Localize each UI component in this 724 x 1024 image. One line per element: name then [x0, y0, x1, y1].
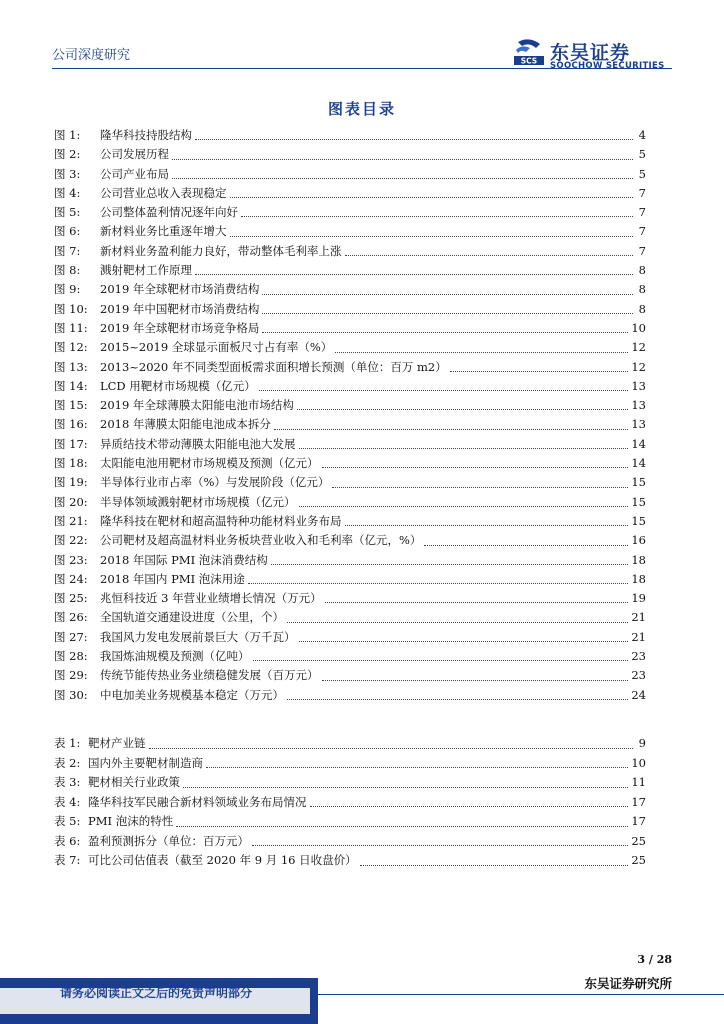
figure-label: 图 14: [54, 378, 88, 393]
table-title: 盈利预测拆分（单位：百万元） [88, 833, 249, 848]
figure-label: 图 18: [54, 456, 88, 471]
figure-page: 21 [631, 629, 646, 644]
table-page: 25 [631, 833, 646, 848]
table-entry[interactable] [54, 832, 646, 852]
figure-title: 我国风力发电发展前景巨大（万千瓦） [100, 629, 296, 644]
dot-leader [274, 429, 628, 430]
figure-label: 图 3: [54, 166, 81, 181]
figure-page: 15 [631, 513, 646, 528]
figure-entry[interactable] [54, 686, 646, 705]
figure-title: 我国炼油规模及预测（亿吨） [100, 649, 250, 664]
figure-label: 图 27: [54, 629, 88, 644]
figure-title: 公司发展历程 [100, 147, 169, 162]
figure-title: 兆恒科技近 3 年营业业绩增长情况（万元） [100, 591, 322, 606]
figure-entry[interactable] [54, 358, 646, 377]
figure-title: 异质结技术带动薄膜太阳能电池大发展 [100, 436, 296, 451]
figure-entry[interactable] [54, 261, 646, 280]
figure-page: 10 [631, 320, 646, 335]
figure-label: 图 22: [54, 533, 88, 548]
figure-title: 新材料业务盈利能力良好，带动整体毛利率上涨 [100, 243, 342, 258]
table-title: PMI 泡沫的特性 [88, 814, 174, 828]
table-title: 靶材产业链 [88, 736, 146, 750]
figure-title: 2019 年中国靶材市场消费结构 [100, 301, 260, 316]
figure-label: 图 20: [54, 494, 88, 509]
table-list [54, 734, 646, 871]
dot-leader [248, 583, 629, 584]
logo-english-name: SOOCHOW SECURITIES [550, 61, 665, 71]
figure-page: 14 [631, 456, 646, 471]
figure-label: 图 5: [54, 205, 81, 220]
table-page: 10 [631, 755, 646, 770]
figure-page: 16 [631, 533, 646, 548]
figure-entry[interactable] [54, 628, 646, 647]
figure-title: 2015~2019 全球显示面板尺寸占有率（%） [100, 340, 333, 355]
dot-leader [262, 332, 628, 333]
figure-page: 7 [638, 224, 646, 239]
figure-label: 图 16: [54, 417, 88, 432]
figure-page: 13 [631, 378, 646, 393]
figure-title: 公司营业总收入表现稳定 [100, 185, 227, 200]
figure-label: 图 6: [54, 224, 81, 239]
table-entry[interactable] [54, 773, 646, 793]
figure-page: 7 [638, 205, 646, 220]
figure-title: 全国轨道交通建设进度（公里，个） [100, 610, 284, 625]
figure-title: 2018 年国内 PMI 泡沫用途 [100, 571, 245, 586]
figure-label: 图 17: [54, 436, 88, 451]
dot-leader [262, 294, 633, 295]
table-entry[interactable] [54, 793, 646, 813]
figure-title: 新材料业务比重逐年增大 [100, 224, 227, 239]
dot-leader [262, 313, 633, 314]
figure-label: 图 19: [54, 475, 88, 490]
table-label: 表 3: [54, 775, 81, 789]
footer-divider [318, 994, 724, 995]
dot-leader [206, 767, 628, 768]
figure-title: 公司靶材及超高温材料业务板块营业收入和毛利率（亿元，%） [100, 533, 422, 548]
figure-entry[interactable] [54, 184, 646, 203]
figure-title: LCD 用靶材市场规模（亿元） [100, 378, 256, 393]
figure-entry[interactable] [54, 551, 646, 570]
figure-entry[interactable] [54, 222, 646, 241]
table-entry[interactable] [54, 851, 646, 871]
table-title: 靶材相关行业政策 [88, 775, 180, 789]
figure-entry[interactable] [54, 473, 646, 492]
dot-leader [252, 845, 628, 846]
figure-title: 公司整体盈利情况逐年向好 [100, 205, 238, 220]
dot-leader [322, 467, 629, 468]
figure-page: 12 [631, 340, 646, 355]
figure-page: 15 [631, 494, 646, 509]
dot-leader [271, 564, 629, 565]
dot-leader [297, 409, 628, 410]
figure-label: 图 7: [54, 243, 81, 258]
dot-leader [176, 826, 628, 827]
table-page: 9 [638, 736, 646, 750]
soochow-logo-icon [512, 38, 546, 68]
figure-title: 隆华科技在靶材和超高温特种功能材料业务布局 [100, 513, 342, 528]
table-label: 表 4: [54, 794, 81, 809]
figure-title: 公司产业布局 [100, 166, 169, 181]
figure-title: 2019 年全球薄膜太阳能电池市场结构 [100, 398, 294, 413]
figure-title: 太阳能电池用靶材市场规模及预测（亿元） [100, 456, 319, 471]
figure-title: 2019 年全球靶材市场消费结构 [100, 282, 260, 297]
figure-title: 半导体行业市占率（%）与发展阶段（亿元） [100, 475, 330, 490]
dot-leader [149, 748, 634, 749]
figure-title: 2018 年国际 PMI 泡沫消费结构 [100, 552, 268, 567]
dot-leader [172, 178, 633, 179]
dot-leader [195, 274, 633, 275]
figure-label: 图 11: [54, 320, 88, 335]
figure-entry[interactable] [54, 126, 646, 145]
figure-entry[interactable] [54, 512, 646, 531]
dot-leader [335, 352, 628, 353]
figure-label: 图 28: [54, 649, 88, 664]
table-page: 17 [631, 814, 646, 828]
table-label: 表 5: [54, 814, 81, 828]
table-page: 11 [631, 775, 646, 789]
figure-entry[interactable] [54, 396, 646, 415]
figure-page: 13 [631, 398, 646, 413]
figure-entry[interactable] [54, 493, 646, 512]
figure-page: 5 [638, 166, 646, 181]
figure-page: 8 [638, 301, 646, 316]
figure-entry[interactable] [54, 242, 646, 261]
table-title: 隆华科技军民融合新材料领域业务布局情况 [88, 794, 307, 809]
dot-leader [345, 525, 629, 526]
figure-page: 21 [631, 610, 646, 625]
table-page: 17 [631, 794, 646, 809]
figure-label: 图 9: [54, 282, 81, 297]
table-entry[interactable] [54, 734, 646, 754]
company-logo [512, 38, 672, 72]
figure-page: 8 [638, 263, 646, 278]
toc-title: 图表目录 [327, 100, 396, 118]
figure-title: 中电加美业务规模基本稳定（万元） [100, 687, 284, 702]
figure-title: 2018 年薄膜太阳能电池成本拆分 [100, 417, 271, 432]
dot-leader [241, 216, 633, 217]
figure-page: 14 [631, 436, 646, 451]
figure-page: 19 [631, 591, 646, 606]
dot-leader [322, 680, 629, 681]
figure-label: 图 29: [54, 668, 88, 683]
figure-label: 图 10: [54, 301, 88, 316]
figure-page: 8 [638, 282, 646, 297]
figure-page: 13 [631, 417, 646, 432]
figure-page: 24 [631, 687, 646, 702]
logo-chinese-name: 东吴证券 [550, 42, 631, 64]
figure-entry[interactable] [54, 319, 646, 338]
table-label: 表 1: [54, 736, 81, 750]
dot-leader [360, 865, 629, 866]
figure-entry[interactable] [54, 589, 646, 608]
figure-entry[interactable] [54, 454, 646, 473]
figure-entry[interactable] [54, 666, 646, 685]
dot-leader [183, 787, 628, 788]
dot-leader [299, 506, 629, 507]
figure-label: 图 21: [54, 513, 88, 528]
page-number: 3 / 28 [637, 953, 672, 966]
dot-leader [172, 159, 633, 160]
report-category: 公司深度研究 [52, 48, 131, 63]
figure-page: 23 [631, 649, 646, 664]
figure-page: 7 [638, 185, 646, 200]
figure-page: 18 [631, 552, 646, 567]
dot-leader [325, 602, 629, 603]
dot-leader [450, 371, 629, 372]
figure-label: 图 30: [54, 687, 88, 702]
figure-label: 图 4: [54, 185, 81, 200]
dot-leader [230, 197, 634, 198]
figure-page: 23 [631, 668, 646, 683]
figure-label: 图 1: [54, 128, 81, 142]
table-title: 国内外主要靶材制造商 [88, 755, 203, 770]
figure-entry[interactable] [54, 570, 646, 589]
dot-leader [332, 487, 628, 488]
header-divider [52, 68, 672, 69]
dot-leader [424, 545, 628, 546]
research-institute: 东吴证券研究所 [584, 976, 672, 991]
figure-title: 2019 年全球靶材市场竞争格局 [100, 320, 260, 335]
dot-leader [299, 641, 629, 642]
figure-page: 4 [638, 128, 646, 142]
figure-entry[interactable] [54, 280, 646, 299]
figure-label: 图 2: [54, 147, 81, 162]
figure-page: 18 [631, 571, 646, 586]
figure-entry[interactable] [54, 647, 646, 666]
figure-label: 图 15: [54, 398, 88, 413]
figure-entry[interactable] [54, 531, 646, 550]
figure-entry[interactable] [54, 338, 646, 357]
table-label: 表 2: [54, 755, 81, 770]
figure-label: 图 8: [54, 263, 81, 278]
figure-title: 传统节能传热业务业绩稳健发展（百万元） [100, 668, 319, 683]
figure-title: 半导体领域溅射靶材市场规模（亿元） [100, 494, 296, 509]
figure-page: 7 [638, 243, 646, 258]
dot-leader [310, 806, 629, 807]
figure-label: 图 12: [54, 340, 88, 355]
figure-page: 15 [631, 475, 646, 490]
figure-page: 12 [631, 359, 646, 374]
figure-entry[interactable] [54, 165, 646, 184]
table-entry[interactable] [54, 754, 646, 774]
figure-entry[interactable] [54, 415, 646, 434]
figure-label: 图 23: [54, 552, 88, 567]
dot-leader [287, 699, 628, 700]
dot-leader [230, 236, 634, 237]
disclaimer: 请务必阅读正文之后的免责声明部分 [60, 986, 253, 1000]
figure-list [54, 126, 646, 705]
figure-entry[interactable] [54, 608, 646, 627]
table-page: 25 [631, 853, 646, 867]
figure-label: 图 13: [54, 359, 88, 374]
dot-leader [195, 139, 633, 140]
dot-leader [299, 448, 629, 449]
table-label: 表 6: [54, 833, 81, 848]
figure-page: 5 [638, 147, 646, 162]
svg-text:SCS: SCS [520, 56, 538, 66]
table-entry[interactable] [54, 812, 646, 832]
figure-title: 溅射靶材工作原理 [100, 263, 192, 278]
table-title: 可比公司估值表（截至 2020 年 9 月 16 日收盘价） [88, 853, 357, 867]
figure-entry[interactable] [54, 435, 646, 454]
figure-entry[interactable] [54, 300, 646, 319]
table-label: 表 7: [54, 853, 81, 867]
figure-label: 图 24: [54, 571, 88, 586]
figure-entry[interactable] [54, 377, 646, 396]
figure-title: 隆华科技持股结构 [100, 128, 192, 142]
figure-title: 2013~2020 年不同类型面板需求面积增长预测（单位：百万 m2） [100, 359, 447, 374]
figure-entry[interactable] [54, 203, 646, 222]
dot-leader [287, 622, 628, 623]
figure-label: 图 26: [54, 610, 88, 625]
dot-leader [253, 660, 629, 661]
figure-entry[interactable] [54, 145, 646, 164]
dot-leader [259, 390, 629, 391]
dot-leader [345, 255, 634, 256]
figure-label: 图 25: [54, 591, 88, 606]
